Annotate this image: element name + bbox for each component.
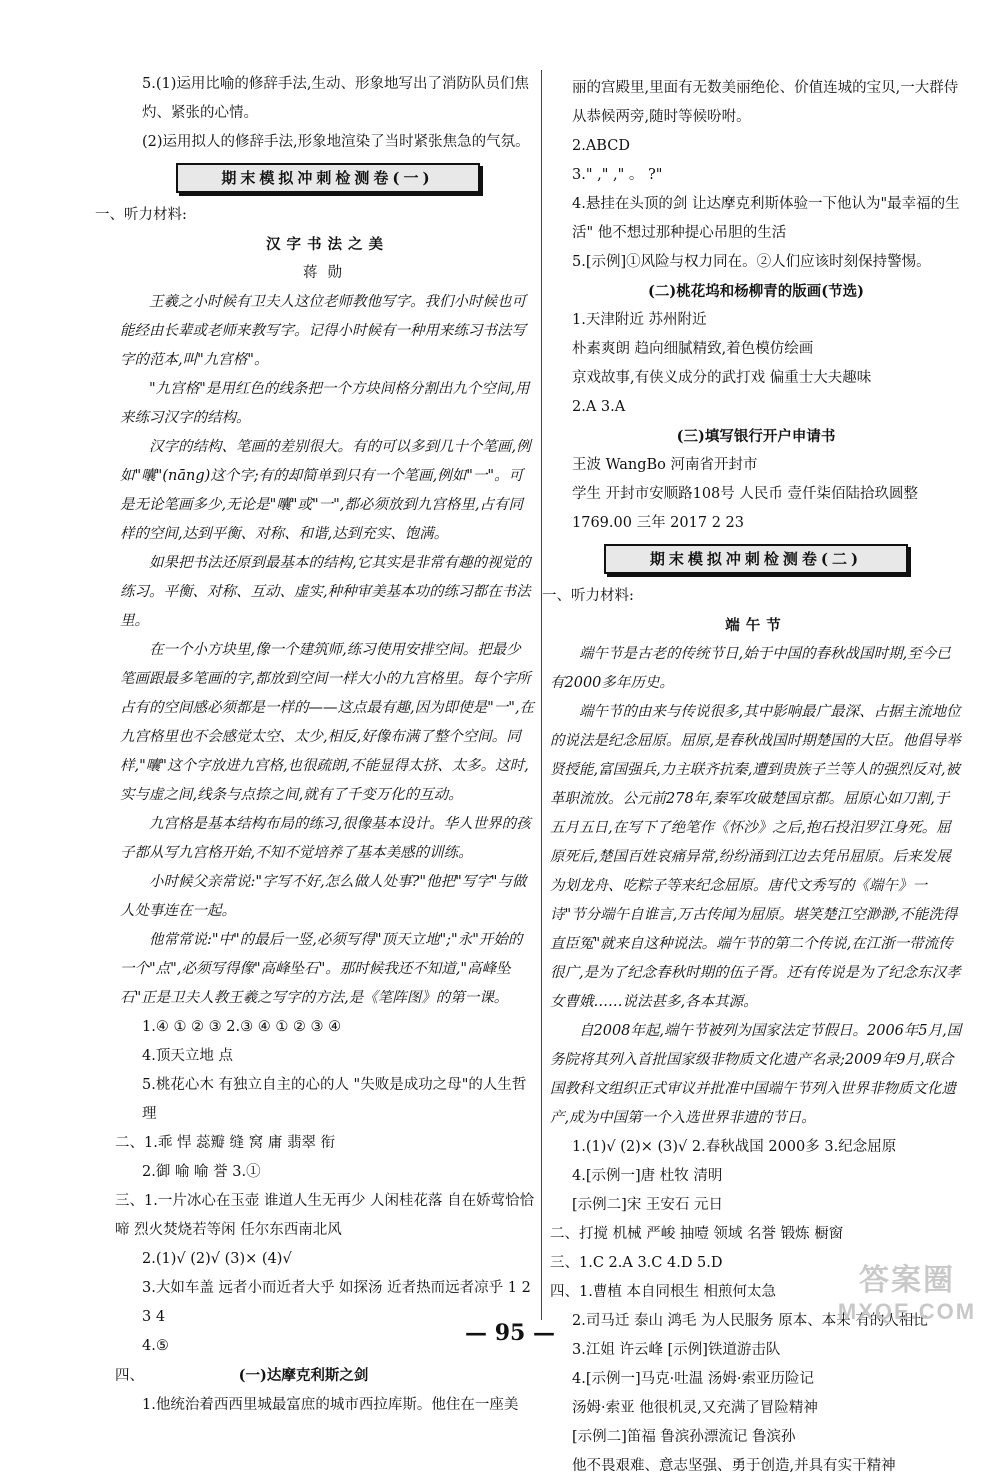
watermark-text: 答案圈 [859, 1264, 955, 1297]
answer-line: 4.悬挂在头顶的剑 让达摩克利斯体验一下他认为"最幸福的生活" 他不想过那种提心吊胆的生活 [572, 196, 960, 241]
watermark-url: MXQE.COM [837, 1299, 977, 1324]
section-title: (三)填写银行开户申请书 [676, 428, 836, 445]
section-4-label: 四、 [115, 1368, 144, 1384]
left-column [95, 70, 535, 1420]
answer-line: 学生 开封市安顺路108号 人民币 壹仟柒佰陆拾玖圆整 [572, 486, 919, 502]
article-paragraph: 在一个小方块里,像一个建筑师,练习使用安排空间。把最少笔画跟最多笔画的字,都放到空间一样大小的九宫格里。每个字所占有的空间感必须都是一样的——这点最有趣,因为即使是"一",在九宫格里也不会感觉太空、太少,相反,好像布满了整个空间。同样,"囔"这个字放进九宫格,也很疏朗,不能显得太挤、太多。这时,实与虚之间,线条与点捺之间,就有了千变万化的互动。 [120, 642, 535, 803]
answer-line: 汤姆·索亚 他很机灵,又充满了冒险精神 [572, 1400, 818, 1416]
answer-line: 3.大如车盖 远者小而近者大乎 如探汤 近者热而远者凉乎 1 2 3 4 [142, 1280, 531, 1325]
article-paragraph: 自2008年起,端午节被列为国家法定节假日。2006年5月,国务院将其列入首批国家级非物质文化遗产名录;2009年9月,联合国教科文组织正式审议并批准中国端午节列入世界非物质文化遗产,成为中国第一个入选世界非遗的节日。 [550, 1023, 962, 1126]
answer-line: 5.桃花心木 有独立自主的心的人 "失败是成功之母"的人生哲理 [142, 1077, 527, 1122]
article-title: 端午节 [725, 617, 787, 634]
answer-line: 二、1.乖 悍 蕊瓣 缝 窝 庸 翡翠 衔 [115, 1135, 336, 1151]
column-divider [541, 70, 542, 1320]
article-paragraph: 王羲之小时候有卫夫人这位老师教他写字。我们小时候也可能经由长辈或老师来教写字。记得小时候有一种用来练习书法写字的范本,叫"九宫格"。 [120, 294, 526, 368]
article-paragraph: "九宫格"是用红色的线条把一个方块间格分割出九个空间,用来练习汉字的结构。 [120, 381, 530, 426]
answer-line: [示例二]笛福 鲁滨孙漂流记 鲁滨孙 [572, 1429, 796, 1445]
answer-line: 2.司马迁 泰山 鸿毛 为人民服务 原本、本来 有的人相比 [572, 1313, 928, 1329]
answer-line: 1.他统治着西西里城最富庶的城市西拉库斯。他住在一座美 [142, 1397, 519, 1413]
section-title: (二)桃花坞和杨柳青的版画(节选) [648, 283, 864, 300]
answer-line: 他不畏艰难、意志坚强、勇于创造,并具有实干精神 [572, 1458, 896, 1474]
answer-continuation: 丽的宫殿里,里面有无数美丽绝伦、价值连城的宝贝,一大群侍从恭候两旁,随时等候吩咐。 [572, 80, 959, 125]
answer-line: 4.⑤ [142, 1338, 169, 1354]
answer-line: 4.[示例一]马克·吐温 汤姆·索亚历险记 [572, 1371, 814, 1387]
section-4-title: (一)达摩克利斯之剑 [238, 1367, 369, 1384]
article-paragraph: 端午节是古老的传统节日,始于中国的春秋战国时期,至今已有2000多年历史。 [550, 646, 951, 691]
answer-line: 2.A 3.A [572, 399, 626, 415]
answer-line: 2.御 喻 喻 誉 3.① [142, 1164, 261, 1180]
answer-line: 3." ," ," 。 ?" [572, 167, 663, 183]
article-paragraph: 汉字的结构、笔画的差别很大。有的可以多到几十个笔画,例如"囔"(nāng)这个字;有的却简单到只有一个笔画,例如"一"。可是无论笔画多少,无论是"囔"或"一",都必须放到九宫格里,占有同样的空间,达到平衡、对称、和谐,达到充实、饱满。 [120, 439, 531, 542]
answer-5-1: 5.(1)运用比喻的修辞手法,生动、形象地写出了消防队员们焦灼、紧张的心情。 [142, 76, 529, 121]
answer-line: 四、1.曹植 本自同根生 相煎何太急 [550, 1284, 777, 1300]
answer-line: 朴素爽朗 趋向细腻精致,着色模仿绘画 [572, 341, 814, 357]
answer-line: 2.(1)√ (2)√ (3)× (4)√ [142, 1251, 292, 1267]
answer-line: 二、打搅 机械 严峻 抽噎 领域 名誉 锻炼 橱窗 [550, 1226, 844, 1242]
answer-line: 3.江姐 许云峰 [示例]铁道游击队 [572, 1342, 781, 1358]
article-paragraph: 端午节的由来与传说很多,其中影响最广最深、占据主流地位的说法是纪念屈原。屈原,是春秋战国时期楚国的大臣。他倡导举贤授能,富国强兵,力主联齐抗秦,遭到贵族子兰等人的强烈反对,被革职流放。公元前278年,秦军攻破楚国京都。屈原心如刀割,于五月五日,在写下了绝笔作《怀沙》之后,抱石投汨罗江身死。屈原死后,楚国百姓哀痛异常,纷纷涌到江边去凭吊屈原。后来发展为划龙舟、吃粽子等来纪念屈原。唐代文秀写的《端午》一诗"节分端午自谁言,万古传闻为屈原。堪笑楚江空渺渺,不能洗得直臣冤"就来自这种说法。端午节的第二个传说,在江浙一带流传很广,是为了纪念春秋时期的伍子胥。还有传说是为了纪念东汉孝女曹娥……说法甚多,各本其源。 [550, 704, 961, 1010]
answer-line: 1.(1)√ (2)× (3)√ 2.春秋战国 2000多 3.纪念屈原 [572, 1139, 897, 1155]
listening-label: 一、听力材料: [95, 207, 187, 223]
answer-line: [示例二]宋 王安石 元日 [572, 1197, 724, 1213]
article-paragraph: 九宫格是基本结构布局的练习,很像基本设计。华人世界的孩子都从写九宫格开始,不知不觉培养了基本美感的训练。 [120, 816, 531, 861]
answer-line: 4.顶天立地 点 [142, 1048, 233, 1064]
article-paragraph: 他常常说:"中"的最后一竖,必须写得"顶天立地";"永"开始的一个"点",必须写得像"高峰坠石"。那时候我还不知道,"高峰坠石"正是卫夫人教王羲之写字的方法,是《笔阵图》的第一课。 [120, 932, 523, 1006]
answer-line: 1769.00 三年 2017 2 23 [572, 515, 744, 531]
answer-line: 1.天津附近 苏州附近 [572, 312, 707, 328]
article-paragraph: 小时候父亲常说:"字写不好,怎么做人处事?"他把"写字"与做人处事连在一起。 [120, 874, 527, 919]
exam-banner-1: 期末模拟冲刺检测卷(一) [176, 163, 480, 193]
answer-line: 5.[示例]①风险与权力同在。②人们应该时刻保持警惕。 [572, 254, 931, 270]
answer-line: 1.④ ① ② ③ 2.③ ④ ① ② ③ ④ [142, 1019, 342, 1035]
answer-5-2: (2)运用拟人的修辞手法,形象地渲染了当时紧张焦急的气氛。 [142, 134, 530, 150]
watermark-logo [822, 1255, 992, 1325]
answer-line: 4.[示例一]唐 杜牧 清明 [572, 1168, 723, 1184]
article-title: 汉字书法之美 [266, 236, 389, 253]
exam-banner-2: 期末模拟冲刺检测卷(二) [604, 544, 908, 574]
answer-line: 2.ABCD [572, 138, 630, 154]
listening-label: 一、听力材料: [542, 588, 634, 604]
article-paragraph: 如果把书法还原到最基本的结构,它其实是非常有趣的视觉的练习。平衡、对称、互动、虚实,种种审美基本功的练习都在书法里。 [120, 555, 531, 629]
answer-line: 三、1.C 2.A 3.C 4.D 5.D [550, 1255, 723, 1271]
article-author: 蒋勋 [303, 265, 352, 281]
answer-line: 三、1.一片冰心在玉壶 谁道人生无再少 人闲桂花落 自在娇莺恰恰啼 烈火焚烧若等闲 任尔东西南北风 [115, 1193, 535, 1238]
page-number: — 95 — [465, 1320, 555, 1346]
answer-line: 王波 WangBo 河南省开封市 [572, 457, 758, 473]
answer-line: 京戏故事,有侠义成分的武打戏 偏重士大夫趣味 [572, 370, 872, 386]
